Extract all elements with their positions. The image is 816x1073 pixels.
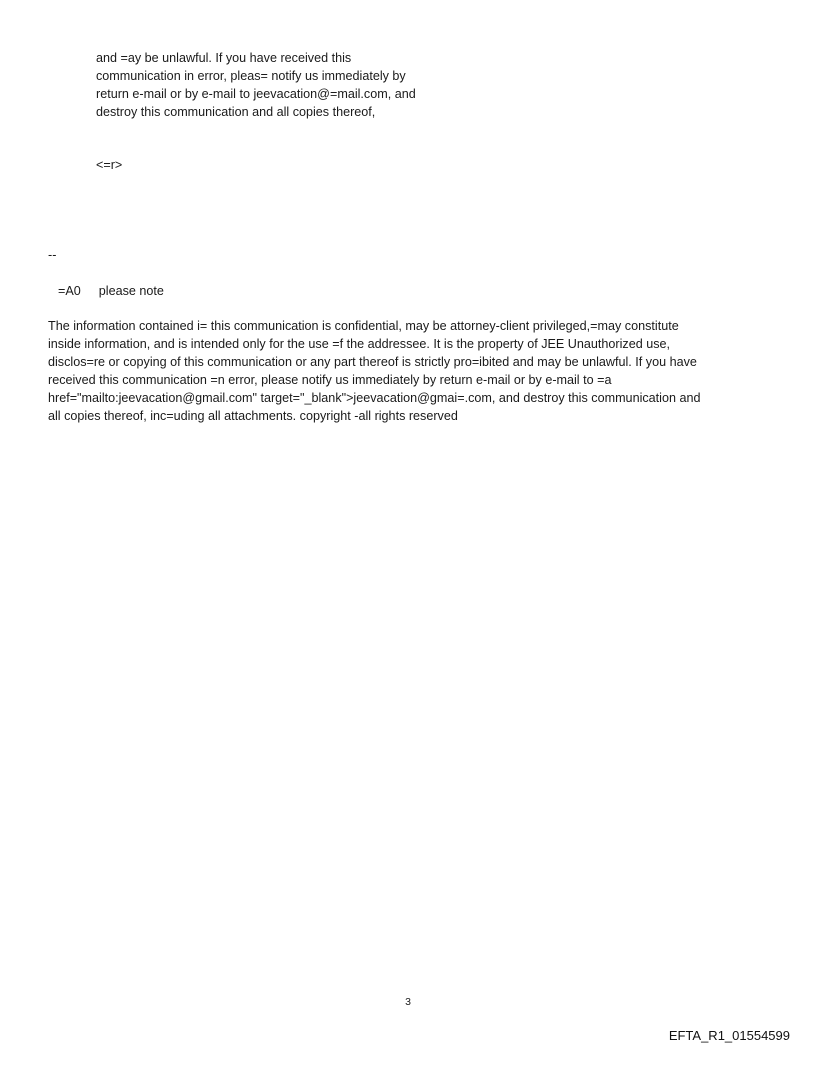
disclaimer-line: disclos=re or copying of this communication or any part thereof is strictly pro=ibited and may be unlawful. If you have	[48, 355, 697, 369]
quoted-disclaimer-line: destroy this communication and all copies thereof,	[96, 105, 376, 119]
confidentiality-disclaimer	[48, 317, 768, 425]
note-line	[58, 282, 164, 300]
quoted-disclaimer-line: and =ay be unlawful. If you have received this	[96, 51, 352, 65]
note-text: please note	[98, 284, 164, 298]
quoted-disclaimer	[96, 49, 476, 121]
disclaimer-line: all copies thereof, inc=uding all attachments. copyright -all rights reserved	[48, 409, 458, 423]
quoted-disclaimer-line: return e-mail or by e-mail to jeevacation@=mail.com, and	[96, 87, 416, 101]
page-number: 3	[405, 996, 411, 1008]
signature-separator: --	[48, 248, 57, 262]
disclaimer-line: received this communication =n error, please notify us immediately by return e-mail or by e-mail to =a	[48, 373, 612, 387]
document-id: EFTA_R1_01554599	[668, 1028, 790, 1043]
disclaimer-line: inside information, and is intended only for the use =f the addressee. It is the property of JEE Unauthorized use,	[48, 337, 671, 351]
disclaimer-line: The information contained i= this communication is confidential, may be attorney-client privileged,=may constitute	[48, 319, 679, 333]
encoded-break-marker: <=r>	[96, 158, 123, 172]
disclaimer-line: href="mailto:jeevacation@gmail.com" target="_blank">jeevacation@gmai=.com, and destroy this communication and	[48, 391, 701, 405]
note-prefix: =A0	[58, 284, 81, 298]
quoted-disclaimer-line: communication in error, pleas= notify us immediately by	[96, 69, 406, 83]
